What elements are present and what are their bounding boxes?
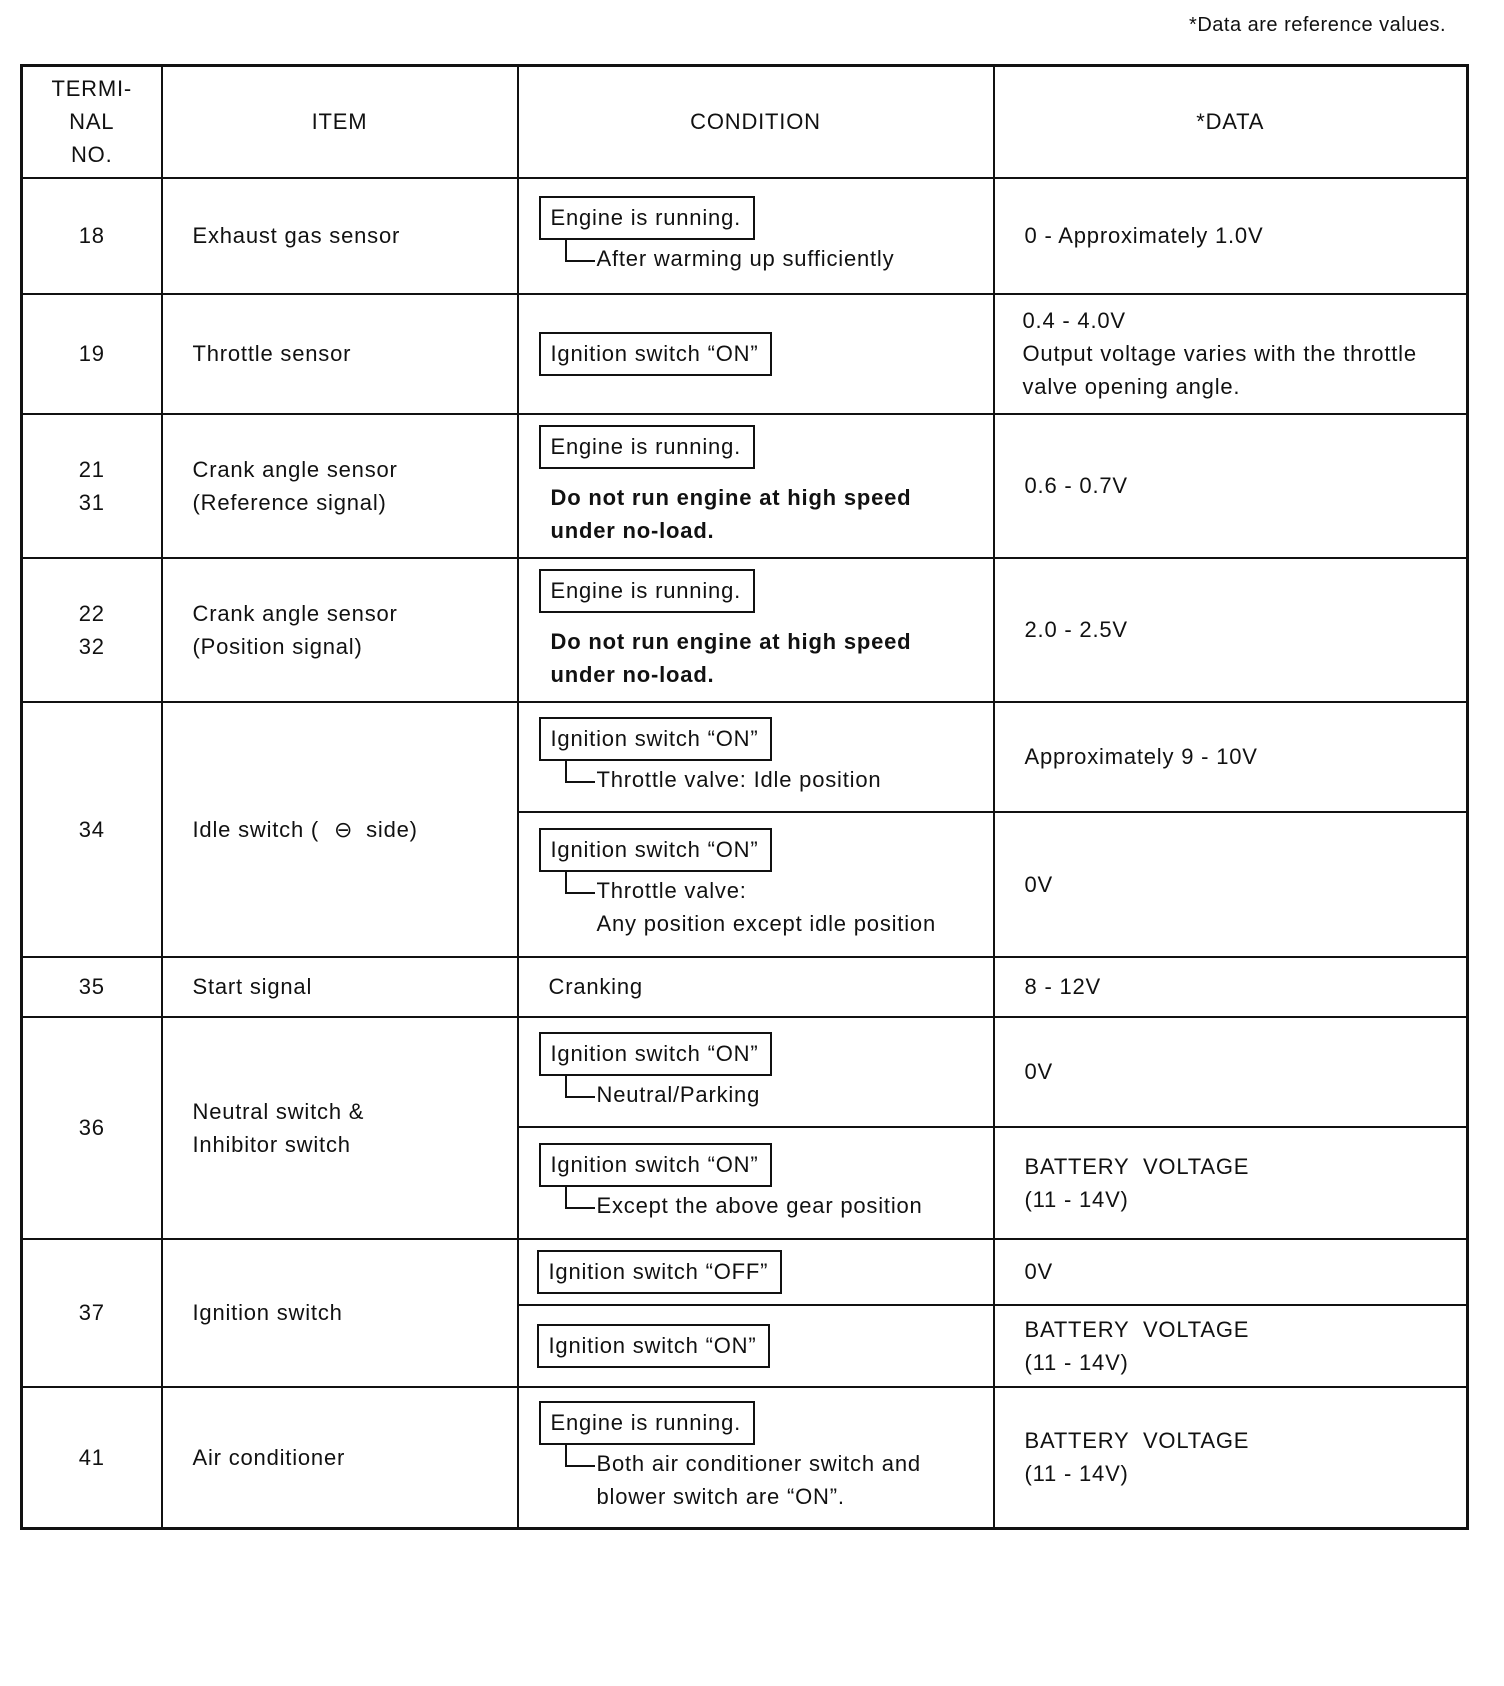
table-row xyxy=(22,702,1468,812)
data-cell: 2.0 - 2.5V xyxy=(994,558,1468,702)
data-cell: Approximately 9 - 10V xyxy=(994,702,1468,812)
item-cell xyxy=(162,1017,518,1239)
condition-sub-line: Any position except idle position xyxy=(596,911,936,936)
data-cell xyxy=(994,1387,1468,1529)
table-row xyxy=(22,414,1468,558)
condition-box: Ignition switch “OFF” xyxy=(537,1250,783,1294)
condition-cell xyxy=(518,1387,994,1529)
data-cell: 8 - 12V xyxy=(994,957,1468,1017)
terminal-cell: 34 xyxy=(22,702,162,957)
condition-cell xyxy=(518,1239,994,1305)
item-cell: Exhaust gas sensor xyxy=(162,178,518,294)
condition-cell xyxy=(518,294,994,414)
header-terminal-line: TERMI- xyxy=(51,76,133,102)
data-cell xyxy=(994,294,1468,414)
warning-line: under no-load. xyxy=(550,517,715,543)
table-row xyxy=(22,178,1468,294)
data-cell: 0 - Approximately 1.0V xyxy=(994,178,1468,294)
terminal-number: 21 xyxy=(78,456,105,482)
item-text: side) xyxy=(366,816,418,842)
condition-box: Ignition switch “ON” xyxy=(539,717,773,761)
data-cell: 0V xyxy=(994,812,1468,957)
condition-sub-line: blower switch are “ON”. xyxy=(596,1484,845,1510)
condition-cell xyxy=(518,1017,994,1127)
item-cell xyxy=(162,702,518,957)
data-cell xyxy=(994,1127,1468,1239)
data-line: valve opening angle. xyxy=(1022,374,1241,399)
terminal-cell: 41 xyxy=(22,1387,162,1529)
item-line: Crank angle sensor xyxy=(192,456,398,482)
item-cell: Air conditioner xyxy=(162,1387,518,1529)
table-row xyxy=(22,294,1468,414)
table-row xyxy=(22,957,1468,1017)
condition-box: Engine is running. xyxy=(539,1401,756,1445)
item-line: (Reference signal) xyxy=(192,489,387,515)
condition-box: Ignition switch “ON” xyxy=(539,1032,773,1076)
terminal-number: 22 xyxy=(78,600,105,626)
condition-cell xyxy=(518,558,994,702)
header-terminal xyxy=(22,66,162,178)
condition-box: Engine is running. xyxy=(539,425,756,469)
condition-box: Ignition switch “ON” xyxy=(539,332,773,376)
terminal-cell: 35 xyxy=(22,957,162,1017)
condition-sub: Except the above gear position xyxy=(565,1189,993,1222)
terminal-cell xyxy=(22,414,162,558)
table-row xyxy=(22,1239,1468,1305)
condition-cell xyxy=(518,702,994,812)
condition-sub: Neutral/Parking xyxy=(565,1078,993,1111)
data-line: 0.4 - 4.0V xyxy=(1022,308,1126,333)
condition-box: Engine is running. xyxy=(539,569,756,613)
terminal-cell: 36 xyxy=(22,1017,162,1239)
item-cell: Throttle sensor xyxy=(162,294,518,414)
data-line: (11 - 14V) xyxy=(1024,1461,1129,1487)
header-data: *DATA xyxy=(994,66,1468,178)
item-text: Idle switch ( xyxy=(192,816,320,842)
condition-cell: Cranking xyxy=(518,957,994,1017)
table-row xyxy=(22,1387,1468,1529)
item-cell xyxy=(162,558,518,702)
condition-box: Ignition switch “ON” xyxy=(539,1143,773,1187)
data-cell xyxy=(994,1305,1468,1387)
header-row xyxy=(22,66,1468,178)
item-cell: Start signal xyxy=(162,957,518,1017)
condition-sub-line: Both air conditioner switch and xyxy=(596,1451,921,1477)
condition-warning xyxy=(539,613,993,691)
data-line: BATTERY VOLTAGE xyxy=(1024,1316,1250,1342)
item-cell xyxy=(162,414,518,558)
condition-sub: After warming up sufficiently xyxy=(565,242,993,275)
condition-cell xyxy=(518,1305,994,1387)
header-item: ITEM xyxy=(162,66,518,178)
header-terminal-line: NAL xyxy=(69,109,115,135)
data-line: (11 - 14V) xyxy=(1024,1349,1129,1375)
data-line: BATTERY VOLTAGE xyxy=(1024,1428,1250,1454)
terminal-cell: 18 xyxy=(22,178,162,294)
warning-line: Do not run engine at high speed xyxy=(550,484,912,510)
condition-cell xyxy=(518,414,994,558)
condition-sub xyxy=(565,1447,993,1513)
terminal-number: 32 xyxy=(78,633,105,659)
condition-sub: Throttle valve: Idle position xyxy=(565,763,993,796)
table-row xyxy=(22,1017,1468,1127)
header-condition: CONDITION xyxy=(518,66,994,178)
condition-cell xyxy=(518,178,994,294)
item-line: (Position signal) xyxy=(192,633,363,659)
condition-box: Engine is running. xyxy=(539,196,756,240)
condition-box: Ignition switch “ON” xyxy=(539,828,773,872)
header-terminal-line: NO. xyxy=(70,142,113,168)
condition-cell xyxy=(518,1127,994,1239)
condition-warning xyxy=(539,469,993,547)
data-line: BATTERY VOLTAGE xyxy=(1024,1153,1250,1179)
condition-sub-line: Throttle valve: xyxy=(596,878,747,903)
condition-box: Ignition switch “ON” xyxy=(537,1324,771,1368)
data-cell: 0V xyxy=(994,1239,1468,1305)
minus-circle-icon: ⊖ xyxy=(333,816,354,842)
data-line: Output voltage varies with the throttle xyxy=(1022,341,1417,366)
condition-sub xyxy=(565,874,993,940)
terminal-cell: 19 xyxy=(22,294,162,414)
reference-note: *Data are reference values. xyxy=(1189,14,1446,36)
terminal-data-table xyxy=(20,64,1469,1530)
terminal-cell: 37 xyxy=(22,1239,162,1387)
item-line: Neutral switch & xyxy=(192,1098,365,1124)
table-row xyxy=(22,558,1468,702)
data-cell: 0.6 - 0.7V xyxy=(994,414,1468,558)
condition-cell xyxy=(518,812,994,957)
warning-line: under no-load. xyxy=(550,661,715,687)
data-cell: 0V xyxy=(994,1017,1468,1127)
data-line: (11 - 14V) xyxy=(1024,1186,1129,1212)
terminal-cell xyxy=(22,558,162,702)
warning-line: Do not run engine at high speed xyxy=(550,628,912,654)
terminal-number: 31 xyxy=(78,489,105,515)
item-line: Crank angle sensor xyxy=(192,600,398,626)
item-cell: Ignition switch xyxy=(162,1239,518,1387)
item-line: Inhibitor switch xyxy=(192,1131,351,1157)
